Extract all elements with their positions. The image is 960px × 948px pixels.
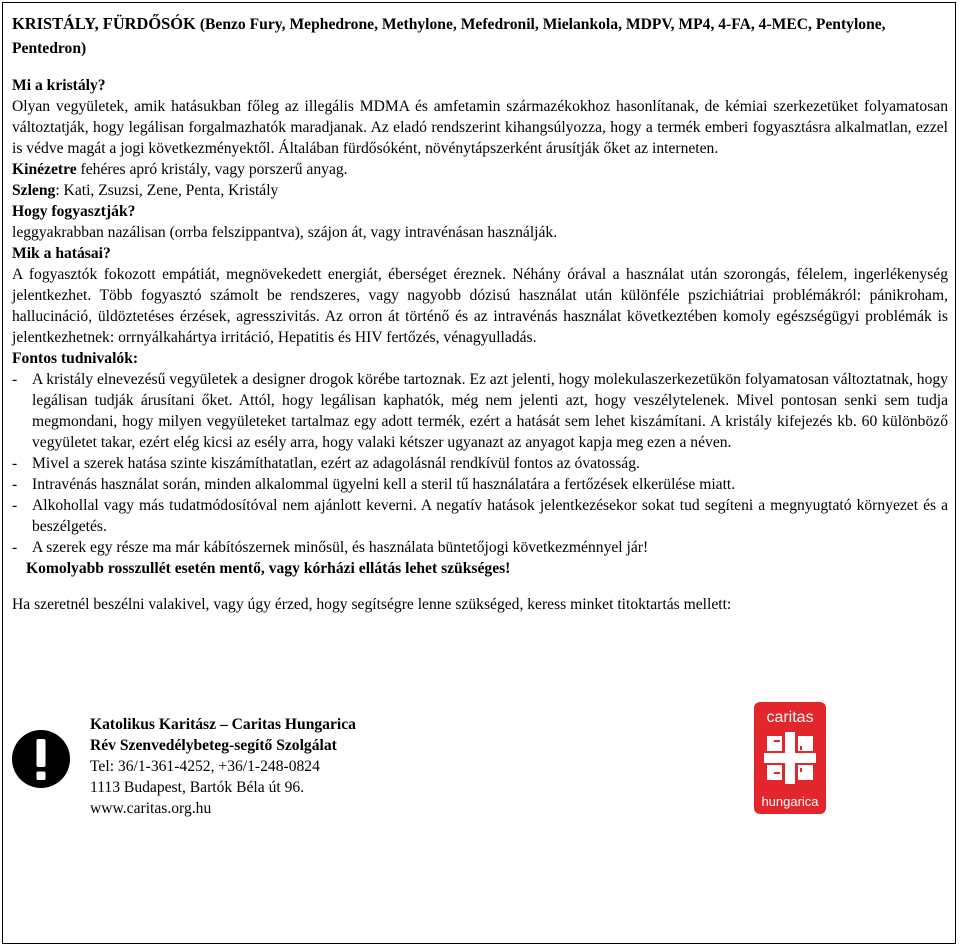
logo-bottom-text: hungarica <box>761 794 819 809</box>
list-item: - A szerek egy része ma már kábítószernek minősül, és használata büntetőjogi következménnyel jár! <box>12 539 649 556</box>
organization-details <box>90 714 356 819</box>
exclamation-icon <box>12 730 70 788</box>
slang-line <box>12 180 948 201</box>
appearance-line <box>12 159 948 180</box>
logo-cross <box>764 732 816 784</box>
list-item: - Mivel a szerek hatása szinte kiszámíthatatlan, ezért az adagolásnál rendkívül fontos az óvatosság. <box>12 455 640 472</box>
title-main: KRISTÁLY, FÜRDŐSÓK <box>12 14 196 33</box>
appearance-text: fehéres apró kristály, vagy porszerű anyag. <box>76 161 348 178</box>
list-item: - Intravénás használat során, minden alkalommal ügyelni kell a steril tű használatára a fertőzések elkerülése miatt. <box>12 476 736 493</box>
what-text: Olyan vegyületek, amik hatásukban főleg az illegális MDMA és amfetamin származékokhoz hasonlítanak, de kémiai szerkezetüket folyamatosan változtatják, hogy legálisan forgalmazhatók maradjanak. Az eladó rendszerint kihangsúlyozza, hogy a termék emberi fogyasztásra alkalmatlan, ezzel is védve magát a jogi következményektől. Általában fürdősóként, növénytápszerként árusítják őket az interneten. <box>12 98 948 157</box>
logo-top-text: caritas <box>766 709 814 726</box>
slang-label: Szleng <box>12 182 56 199</box>
effects-text: A fogyasztók fokozott empátiát, megnövekedett energiát, éberséget éreznek. Néhány órával a használat után szorongás, félelem, ingerlékenység jelentkezhet. Több fogyasztó számolt be rendszeres, vagy nagyobb dózisú használat után különféle pszichiátriai problémákról: pánikroham, hallucináció, üldöztetéses érzések, agresszivitás. Az orron át történő és az intravénás használat következtében komoly egészségügyi problémák is jelentkezhetnek: orrnyálkahártya irritáció, Hepatitis és HIV fertőzés, vénagyulladás. <box>12 266 948 346</box>
usage-heading: Hogy fogyasztják? <box>12 203 136 220</box>
list-item: - A kristály elnevezésű vegyületek a designer drogok körébe tartoznak. Ez azt jelenti, hogy molekulaszerkezetükön folyamatosan változtatnak, hogy legálisan tudják árusítani őket. Attól, hogy legálisan kaphatók, még nem jelenti azt, hogy veszélytelenek. Mivel pontosan senki sem tudja megmondani, hogy milyen vegyületeket tartalmaz egy adott termék, ezért a hatását sem lehet kiszámítani. A kristály kifejezés kb. 60 különböző vegyületet takar, ezért elég kicsi az esély arra, hogy valaki kétszer ugyanazt az anyagot kapja meg ezen a néven. <box>12 371 948 451</box>
slang-text: : Kati, Zsuzsi, Zene, Penta, Kristály <box>55 182 279 199</box>
contact-intro: Ha szeretnél beszélni valakivel, vagy úgy érzed, hogy segítségre lenne szükséged, keress minket titoktartás mellett: <box>12 596 732 613</box>
page-title <box>12 12 948 60</box>
org-name: Katolikus Karitász – Caritas Hungarica <box>90 716 356 733</box>
appearance-label: Kinézetre <box>12 161 77 178</box>
phone-numbers: Tel: 36/1-361-4252, +36/1-248-0824 <box>90 758 320 775</box>
service-name: Rév Szenvedélybeteg-segítő Szolgálat <box>90 737 337 754</box>
address: 1113 Budapest, Bartók Béla út 96. <box>90 779 305 796</box>
effects-heading: Mik a hatásai? <box>12 245 111 262</box>
contact-block <box>12 710 948 840</box>
important-list <box>12 369 948 558</box>
list-item: - Alkohollal vagy más tudatmódosítóval nem ajánlott keverni. A negatív hatások jelentkezésekor sokat tud segíteni a megnyugtató környezet és a beszélgetés. <box>12 497 948 535</box>
usage-text: leggyakrabban nazálisan (orrba felszippantva), szájon át, vagy intravénásan használják. <box>12 224 558 241</box>
what-heading: Mi a kristály? <box>12 77 106 94</box>
website-link[interactable]: www.caritas.org.hu <box>90 800 212 817</box>
title-substances: (Benzo Fury, Mephedrone, Methylone, Mefedronil, Mielankola, MDPV, MP4, 4-FA, 4-MEC, Pentylone, Pentedron) <box>12 16 886 57</box>
document-body <box>12 12 948 817</box>
caritas-logo <box>754 702 826 814</box>
emergency-warning: Komolyabb rosszullét esetén mentő, vagy kórházi ellátás lehet szükséges! <box>26 560 511 577</box>
important-heading: Fontos tudnivalók: <box>12 350 139 367</box>
